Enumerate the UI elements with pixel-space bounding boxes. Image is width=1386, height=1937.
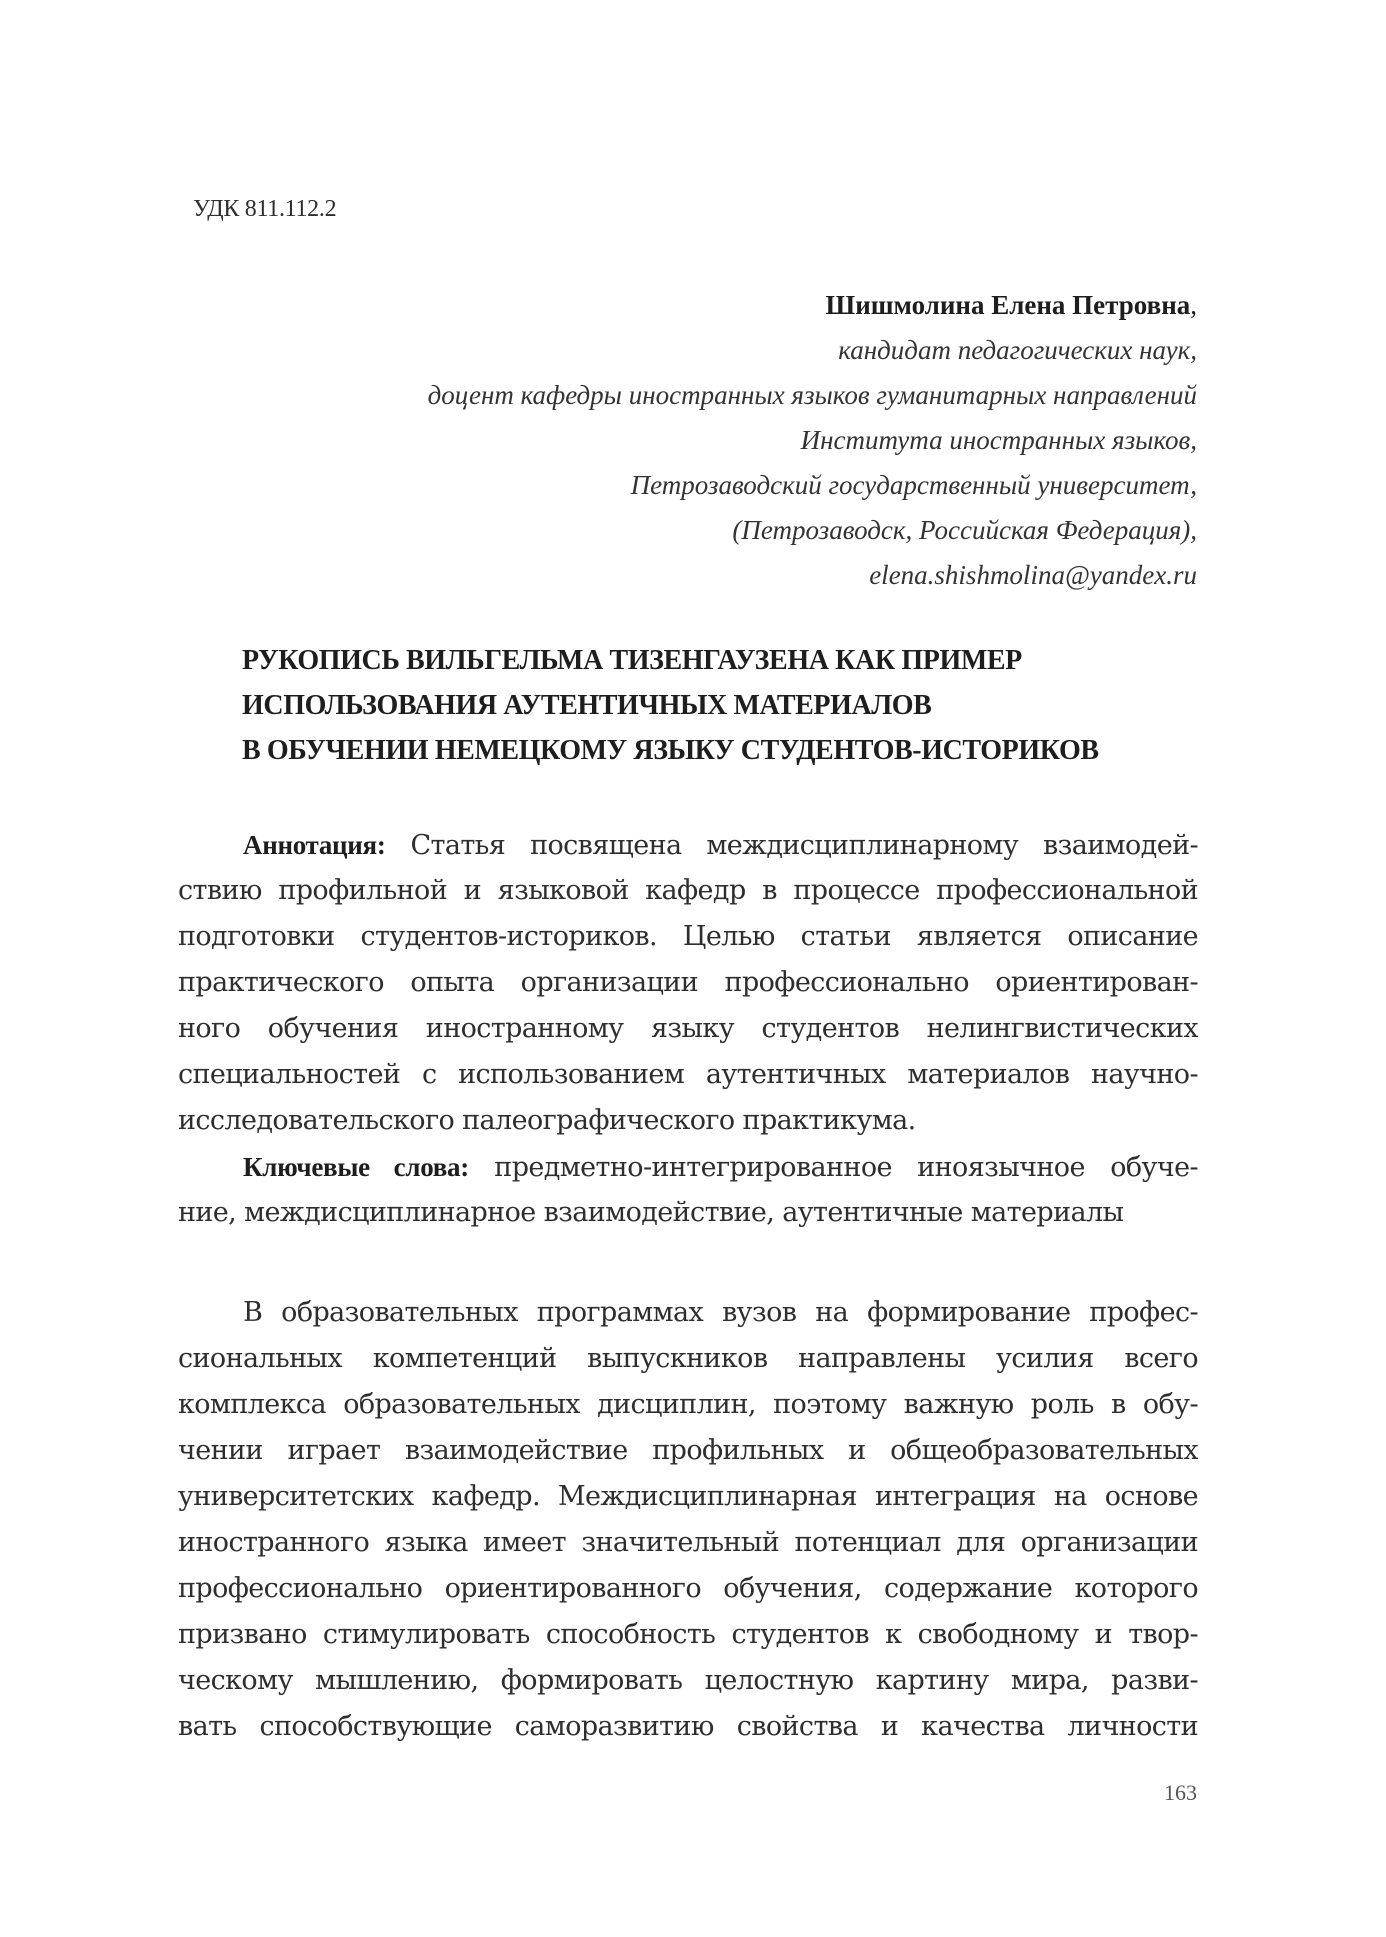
title-line: В ОБУЧЕНИИ НЕМЕЦКОМУ ЯЗЫКУ СТУДЕНТОВ-ИСТОРИКОВ bbox=[242, 735, 1099, 766]
body-line: В образовательных программах вузов на формирование профес- bbox=[243, 1297, 1198, 1328]
body-line: комплекса образовательных дисциплин, поэтому важную роль в обу- bbox=[178, 1389, 1198, 1420]
title-line: РУКОПИСЬ ВИЛЬГЕЛЬМА ТИЗЕНГАУЗЕНА КАК ПРИМЕР bbox=[242, 645, 1022, 676]
body-line: профессионально ориентированного обучения, содержание которого bbox=[178, 1573, 1198, 1604]
author-position: доцент кафедры иностранных языков гуманитарных направлений bbox=[427, 380, 1197, 410]
body-line: иностранного языка имеет значительный потенциал для организации bbox=[178, 1527, 1198, 1558]
abstract-line: ствию профильной и языковой кафедр в процессе профессиональной bbox=[178, 875, 1198, 906]
abstract-text: Статья посвящена междисциплинарному взаимодей- bbox=[385, 830, 1198, 861]
body-line: призвано стимулировать способность студентов к свободному и твор- bbox=[178, 1619, 1198, 1650]
abstract-line: подготовки студентов-историков. Целью статьи является описание bbox=[178, 921, 1198, 952]
abstract-line: ного обучения иностранному языку студентов нелингвистических bbox=[178, 1013, 1198, 1044]
body-paragraph bbox=[178, 1290, 1198, 1750]
title-line: ИСПОЛЬЗОВАНИЯ АУТЕНТИЧНЫХ МАТЕРИАЛОВ bbox=[242, 690, 932, 721]
keywords-label: Ключевые слова: bbox=[243, 1152, 469, 1182]
body-line: чении играет взаимодействие профильных и общеобразовательных bbox=[178, 1435, 1198, 1466]
author-email[interactable]: elena.shishmolina@yandex.ru bbox=[869, 560, 1197, 590]
author-institute: Института иностранных языков, bbox=[800, 425, 1197, 455]
keywords-line bbox=[178, 1144, 1198, 1190]
page-number: 163 bbox=[1164, 1780, 1197, 1805]
body-line: ческому мышлению, формировать целостную картину мира, разви- bbox=[178, 1665, 1198, 1696]
abstract bbox=[178, 822, 1198, 1236]
body-line: вать способствующие саморазвитию свойства и качества личности bbox=[178, 1711, 1198, 1742]
body-line: сиональных компетенций выпускников направлены усилия всего bbox=[178, 1343, 1198, 1374]
keywords-text: предметно-интегрированное иноязычное обуче- bbox=[468, 1152, 1198, 1183]
body-line: университетских кафедр. Междисциплинарная интеграция на основе bbox=[178, 1481, 1198, 1512]
keywords-line: ние, междисциплинарное взаимодействие, аутентичные материалы bbox=[178, 1197, 1124, 1228]
abstract-line: практического опыта организации профессионально ориентирован- bbox=[178, 967, 1198, 998]
author-name-suffix: , bbox=[1190, 290, 1197, 320]
author-location: (Петрозаводск, Российская Федерация), bbox=[732, 515, 1197, 545]
abstract-line: специальностей с использованием аутентичных материалов научно- bbox=[178, 1059, 1198, 1090]
author-name: Шишмолина Елена Петровна bbox=[825, 290, 1191, 320]
abstract-label: Аннотация: bbox=[243, 830, 386, 860]
abstract-line: исследовательского палеографического практикума. bbox=[178, 1105, 916, 1136]
abstract-line bbox=[178, 822, 1198, 868]
author-name-line bbox=[197, 283, 1197, 328]
udk-code: УДК 811.112.2 bbox=[193, 196, 337, 222]
author-block bbox=[197, 283, 1197, 598]
author-degree: кандидат педагогических наук, bbox=[838, 335, 1197, 365]
article-title bbox=[242, 638, 1202, 773]
author-university: Петрозаводский государственный университет, bbox=[630, 470, 1197, 500]
